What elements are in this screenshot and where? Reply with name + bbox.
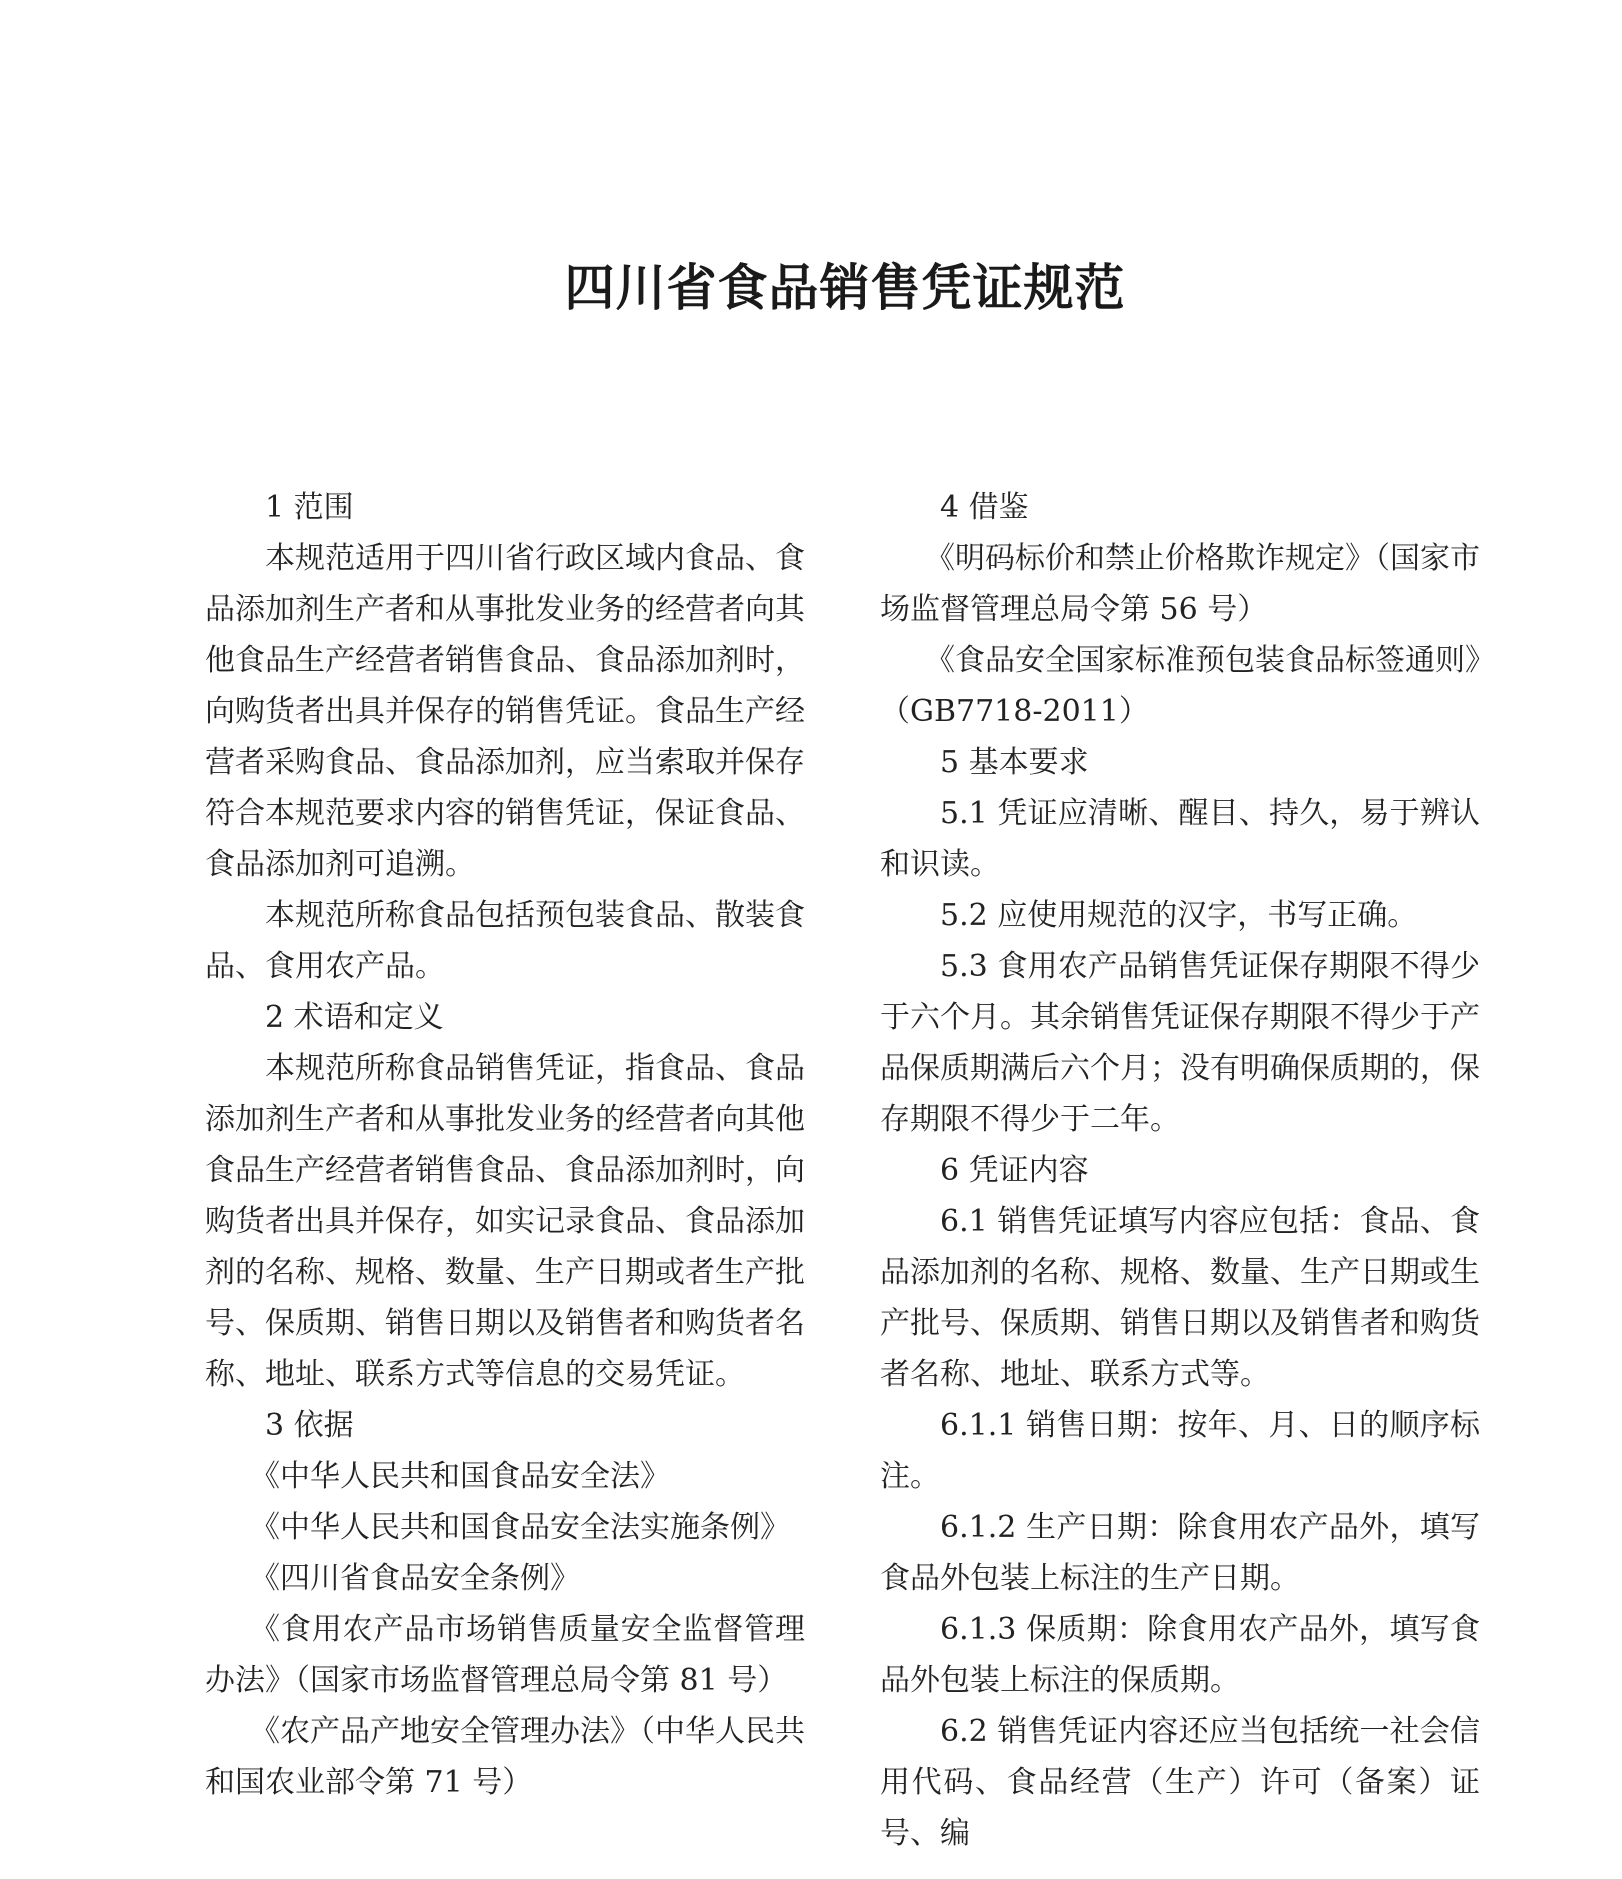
paragraph-5-1: 5.1 凭证应清晰、醒目、持久，易于辨认和识读。 <box>880 796 1480 882</box>
section-heading-scope: 1 范围 <box>265 490 354 525</box>
citation-food-safety-law-regulations: 《中华人民共和国食品安全法实施条例》 <box>250 1510 790 1545</box>
paragraph-terms: 本规范所称食品销售凭证，指食品、食品添加剂生产者和从事批发业务的经营者向其他食品生产经营者销售食品、食品添加剂时，向购货者出具并保存，如实记录食品、食品添加剂的名称、规格、数量、生产日期或者生产批号、保质期、销售日期以及销售者和购货者名称、地址、联系方式等信息的交易凭证。 <box>205 1051 805 1392</box>
paragraph-5-2: 5.2 应使用规范的汉字，书写正确。 <box>940 898 1418 933</box>
paragraph-6-1-1: 6.1.1 销售日期：按年、月、日的顺序标注。 <box>880 1408 1480 1494</box>
paragraph-6-1-2: 6.1.2 生产日期：除食用农产品外，填写食品外包装上标注的生产日期。 <box>880 1510 1480 1596</box>
paragraph-6-1-3: 6.1.3 保质期：除食用农产品外，填写食品外包装上标注的保质期。 <box>880 1612 1480 1698</box>
section-heading-basis: 3 依据 <box>265 1408 354 1443</box>
citation-price-rules: 《明码标价和禁止价格欺诈规定》（国家市场监督管理总局令第 56 号） <box>880 541 1480 627</box>
paragraph-scope-2: 本规范所称食品包括预包装食品、散装食品、食用农产品。 <box>205 898 805 984</box>
section-heading-content: 6 凭证内容 <box>940 1153 1089 1188</box>
citation-sichuan-regulation: 《四川省食品安全条例》 <box>250 1561 580 1596</box>
section-heading-terms: 2 术语和定义 <box>265 1000 444 1035</box>
citation-agri-market-measures: 《食用农产品市场销售质量安全监督管理办法》（国家市场监督管理总局令第 81 号） <box>205 1612 805 1698</box>
paragraph-5-3: 5.3 食用农产品销售凭证保存期限不得少于六个月。其余销售凭证保存期限不得少于产品保质期满后六个月；没有明确保质期的，保存期限不得少于二年。 <box>880 949 1480 1137</box>
paragraph-6-1: 6.1 销售凭证填写内容应包括：食品、食品添加剂的名称、规格、数量、生产日期或生产批号、保质期、销售日期以及销售者和购货者名称、地址、联系方式等。 <box>880 1204 1480 1392</box>
section-heading-reference: 4 借鉴 <box>940 490 1029 525</box>
citation-agri-origin-measures: 《农产品产地安全管理办法》（中华人民共和国农业部令第 71 号） <box>205 1714 805 1800</box>
section-heading-basic-requirements: 5 基本要求 <box>940 745 1089 780</box>
right-column <box>880 482 1480 1859</box>
left-column <box>205 482 805 1808</box>
citation-food-safety-law: 《中华人民共和国食品安全法》 <box>250 1459 670 1494</box>
citation-label-standard: 《食品安全国家标准预包装食品标签通则》（GB7718-2011） <box>880 643 1480 729</box>
paragraph-6-2: 6.2 销售凭证内容还应当包括统一社会信用代码、食品经营（生产）许可（备案）证号、编 <box>880 1714 1480 1851</box>
paragraph-scope-1: 本规范适用于四川省行政区域内食品、食品添加剂生产者和从事批发业务的经营者向其他食品生产经营者销售食品、食品添加剂时，向购货者出具并保存的销售凭证。食品生产经营者采购食品、食品添加剂，应当索取并保存符合本规范要求内容的销售凭证，保证食品、食品添加剂可追溯。 <box>205 541 805 882</box>
page-title: 四川省食品销售凭证规范 <box>564 259 1126 317</box>
